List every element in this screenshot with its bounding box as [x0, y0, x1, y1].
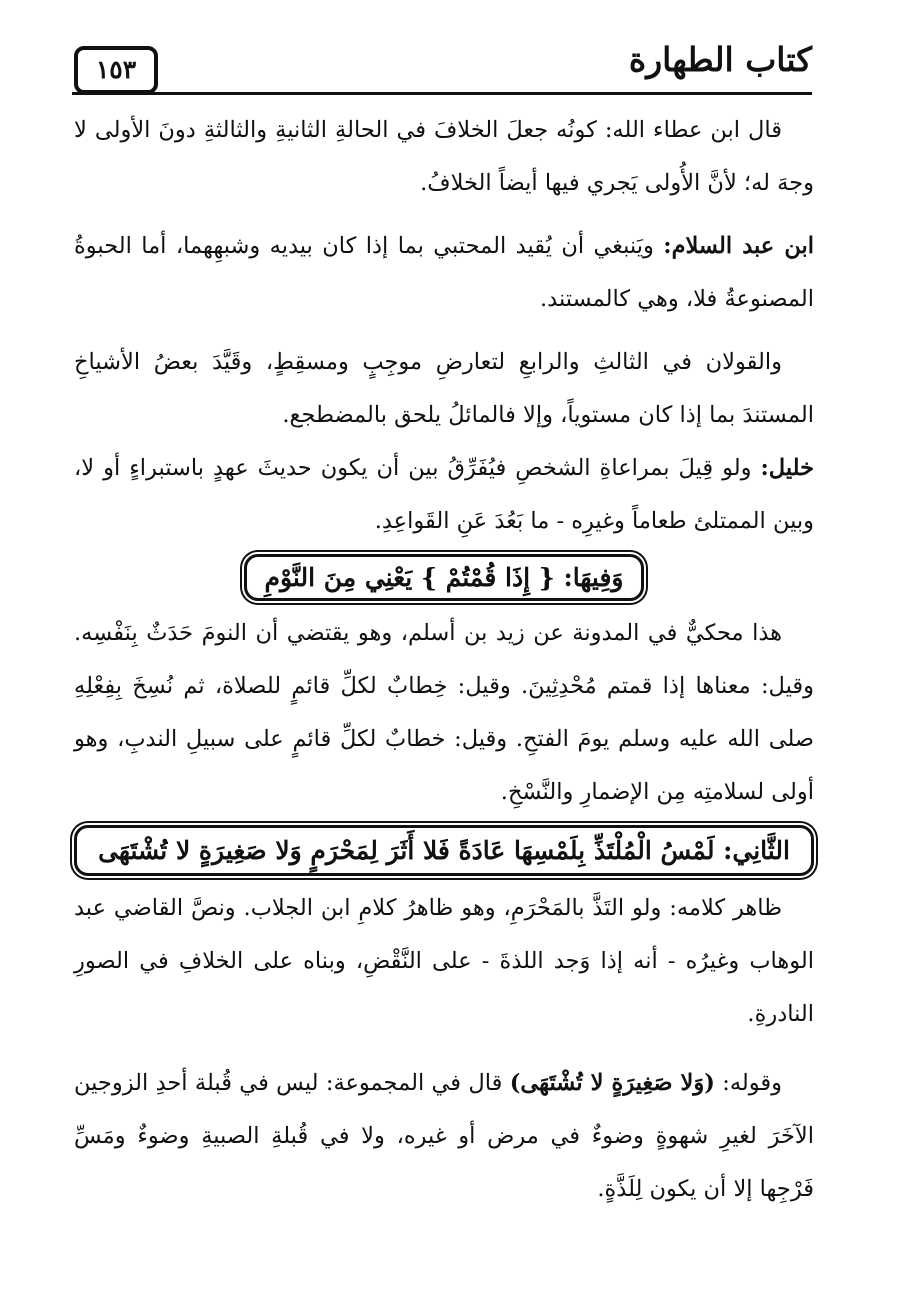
paragraph-7	[74, 1057, 814, 1216]
paragraph-7-quote: (وَلا صَغِيرَةٍ لا تُشْتَهَى)	[509, 1070, 715, 1096]
paragraph-4-text: ولو قِيلَ بمراعاةِ الشخصِ فيُفَرِّقُ بين أن يكون حديثَ عهدٍ باستبراءٍ أو لا، وبين الممتلئ طعاماً وغيرِه - ما بَعُدَ عَنِ القَواعِدِ.	[74, 455, 814, 534]
page-body	[74, 104, 814, 1216]
paragraph-2	[74, 220, 814, 326]
paragraph-3: والقولان في الثالثِ والرابعِ لتعارضِ موجِبٍ ومسقِطٍ، وقَيَّدَ بعضُ الأشياخِ المستندَ بما إذا كان مستوياً، وإلا فالمائلُ يلحق بالمضطجع.	[74, 349, 814, 428]
paragraph-1: قال ابن عطاء الله: كونُه جعلَ الخلافَ في الحالةِ الثانيةِ والثالثةِ دونَ الأولى لا وجهَ له؛ لأنَّ الأُولى يَجري فيها أيضاً الخلافُ.	[74, 117, 814, 196]
heading-2-wrap	[74, 825, 814, 876]
paragraph-6: ظاهر كلامه: ولو التَذَّ بالمَحْرَمِ، وهو ظاهرُ كلامِ ابن الجلاب. ونصَّ القاضي عبد الوهاب وغيرُه - أنه إذا وَجد اللذةَ - على النَّقْضِ، وبناه على الخلافِ في الصورِ النادرةِ.	[74, 895, 814, 1027]
paragraph-5: هذا محكيٌّ في المدونة عن زيد بن أسلم، وهو يقتضي أن النومَ حَدَثٌ بِنَفْسِه. وقيل: معناها إذا قمتم مُحْدِثِينَ. وقيل: خِطابٌ لكلِّ قائمٍ للصلاة، ثم نُسِخَ بِفِعْلِهِ صلى الله عليه وسلم يومَ الفتحِ. وقيل: خطابٌ لكلِّ قائمٍ على سبيلِ الندبِ، وهو أولى لسلامتِه مِن الإضمارِ والنَّسْخِ.	[74, 620, 814, 805]
section-heading-2: الثَّانِي: لَمْسُ الْمُلْتَذِّ بِلَمْسِهَا عَادَةً فَلا أَثَرَ لِمَحْرَمٍ وَلا صَغِيرَةٍ لا تُشْتَهَى	[74, 825, 814, 876]
header-rule	[72, 92, 812, 95]
section-heading-1: وَفِيهَا: { إِذَا قُمْتُمْ } يَعْنِي مِنَ النَّوْمِ	[244, 554, 645, 601]
page-header	[72, 38, 812, 98]
paragraph-4	[74, 442, 814, 548]
book-title: كتاب الطهارة	[628, 40, 812, 79]
page-number: ١٥٣	[74, 46, 158, 94]
speaker-khalil: خليل:	[760, 455, 814, 481]
heading-1-wrap	[74, 554, 814, 601]
paragraph-7-text: قال في المجموعة: ليس في قُبلة أحدِ الزوجين الآخَرَ لغيرِ شهوةٍ وضوءٌ في مرض أو غيره، ولا في قُبلةِ الصبيةِ وضوءٌ ومَسِّ فَرْجِها إلا أن يكون لِلَذَّةٍ.	[74, 1070, 814, 1202]
paragraph-2-text: ويَنبغي أن يُقيد المحتبي بما إذا كان بيديه وشبهِهما، أما الحبوةُ المصنوعةُ فلا، وهي كالمستند.	[74, 233, 814, 312]
speaker-ibn-abd-al-salam: ابن عبد السلام:	[663, 233, 814, 259]
paragraph-7-prefix: وقوله:	[714, 1070, 782, 1096]
